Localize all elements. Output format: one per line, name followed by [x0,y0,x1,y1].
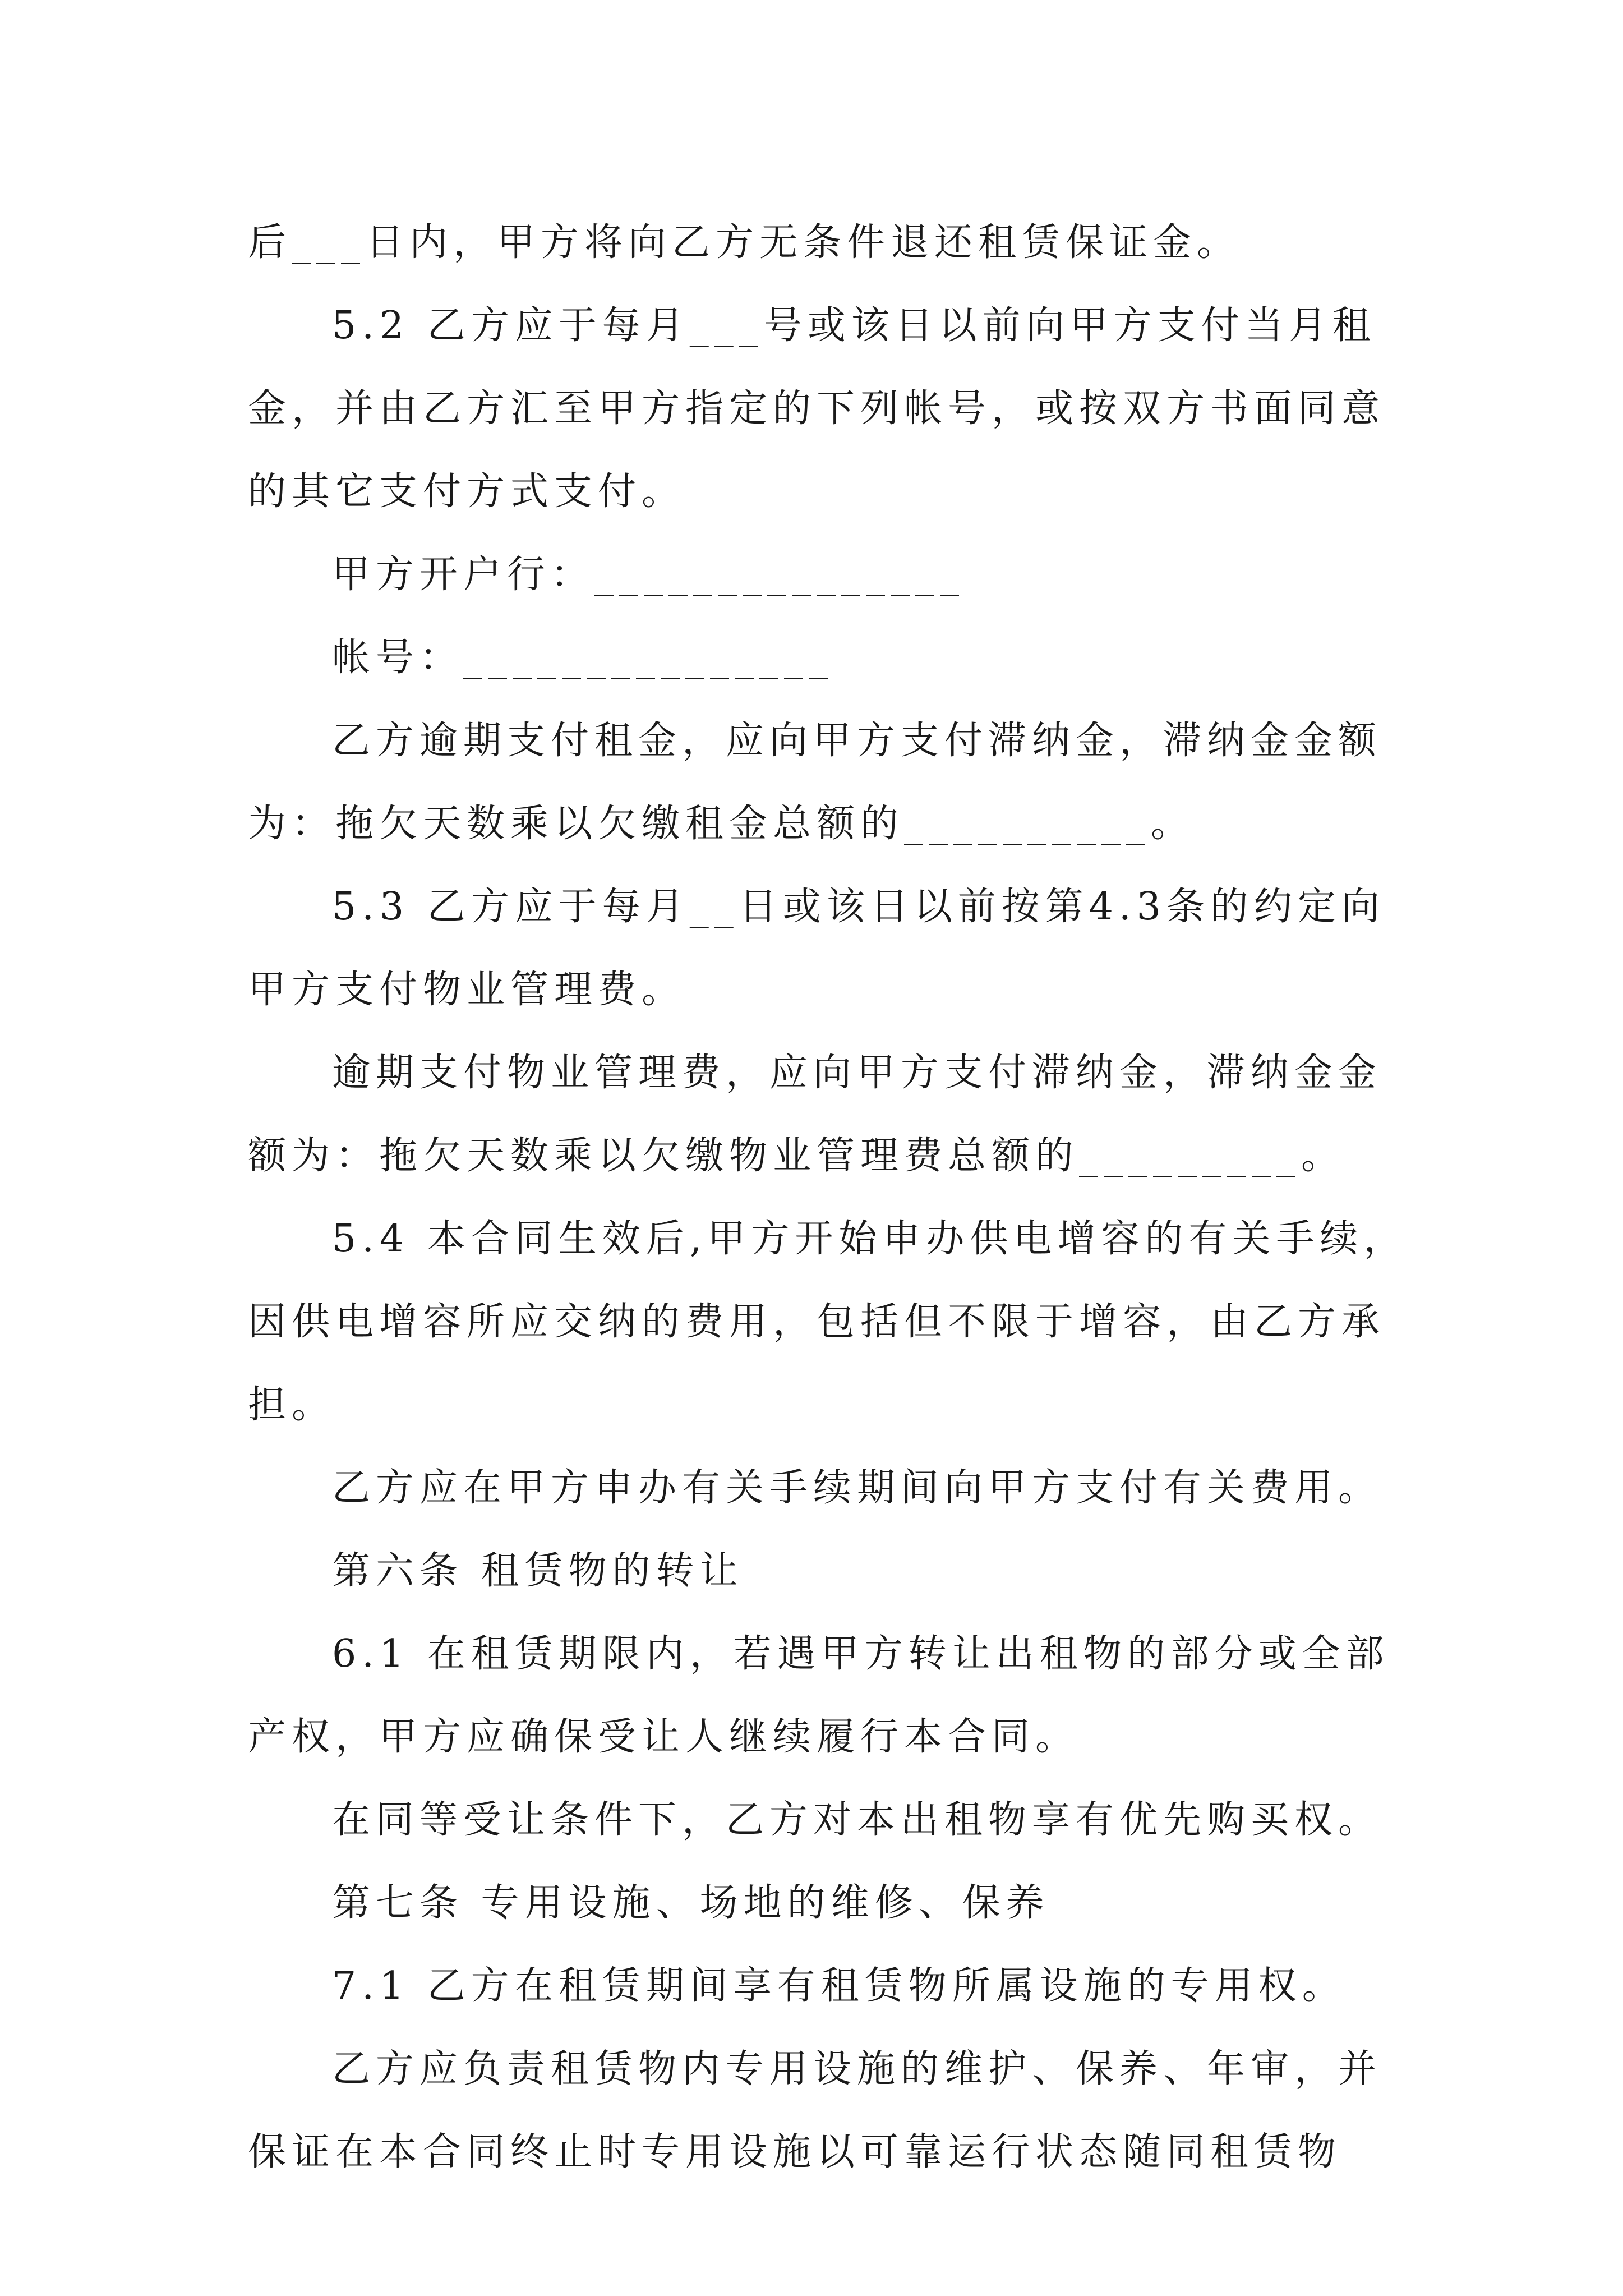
text-line-12: 额为：拖欠天数乘以欠缴物业管理费总额的_________。 [248,1134,1345,1178]
text-line-23: 乙方应负责租赁物内专用设施的维护、保养、年审，并 [332,2047,1382,2091]
text-line-8: 为：拖欠天数乘以欠缴租金总额的__________。 [248,802,1195,846]
text-line-16: 乙方应在甲方申办有关手续期间向甲方支付有关费用。 [332,1466,1382,1510]
section-heading-article-6: 第六条 租赁物的转让 [332,1549,744,1593]
section-heading-article-7: 第七条 专用设施、场地的维修、保养 [332,1881,1050,1925]
text-line-4: 的其它支付方式支付。 [248,470,686,514]
text-line-14: 因供电增容所应交纳的费用，包括但不限于增容，由乙方承 [248,1300,1386,1344]
text-line-24: 保证在本合同终止时专用设施以可靠运行状态随同租赁物 [248,2130,1342,2174]
text-line-5: 甲方开户行：_______________ [332,553,965,597]
text-line-1: 后___日内，甲方将向乙方无条件退还租赁保证金。 [248,220,1241,265]
text-line-10: 甲方支付物业管理费。 [248,968,686,1012]
text-line-22: 7.1 乙方在租赁期间享有租赁物所属设施的专用权。 [332,1964,1346,2008]
text-line-11: 逾期支付物业管理费，应向甲方支付滞纳金，滞纳金金 [332,1051,1382,1095]
text-line-18: 6.1 在租赁期限内，若遇甲方转让出租物的部分或全部 [332,1632,1390,1676]
text-line-3: 金，并由乙方汇至甲方指定的下列帐号，或按双方书面同意 [248,386,1386,431]
text-line-15: 担。 [248,1383,336,1427]
text-line-13: 5.4 本合同生效后,甲方开始申办供电增容的有关手续， [332,1217,1408,1261]
text-line-7: 乙方逾期支付租金，应向甲方支付滞纳金，滞纳金金额 [332,719,1382,763]
text-line-20: 在同等受让条件下，乙方对本出租物享有优先购买权。 [332,1798,1382,1842]
text-line-19: 产权，甲方应确保受让人继续履行本合同。 [248,1715,1080,1759]
text-line-9: 5.3 乙方应于每月__日或该日以前按第4.3条的约定向 [332,885,1385,929]
text-line-2: 5.2 乙方应于每月___号或该日以前向甲方支付当月租 [332,303,1376,348]
text-line-6: 帐号：_______________ [332,636,834,680]
